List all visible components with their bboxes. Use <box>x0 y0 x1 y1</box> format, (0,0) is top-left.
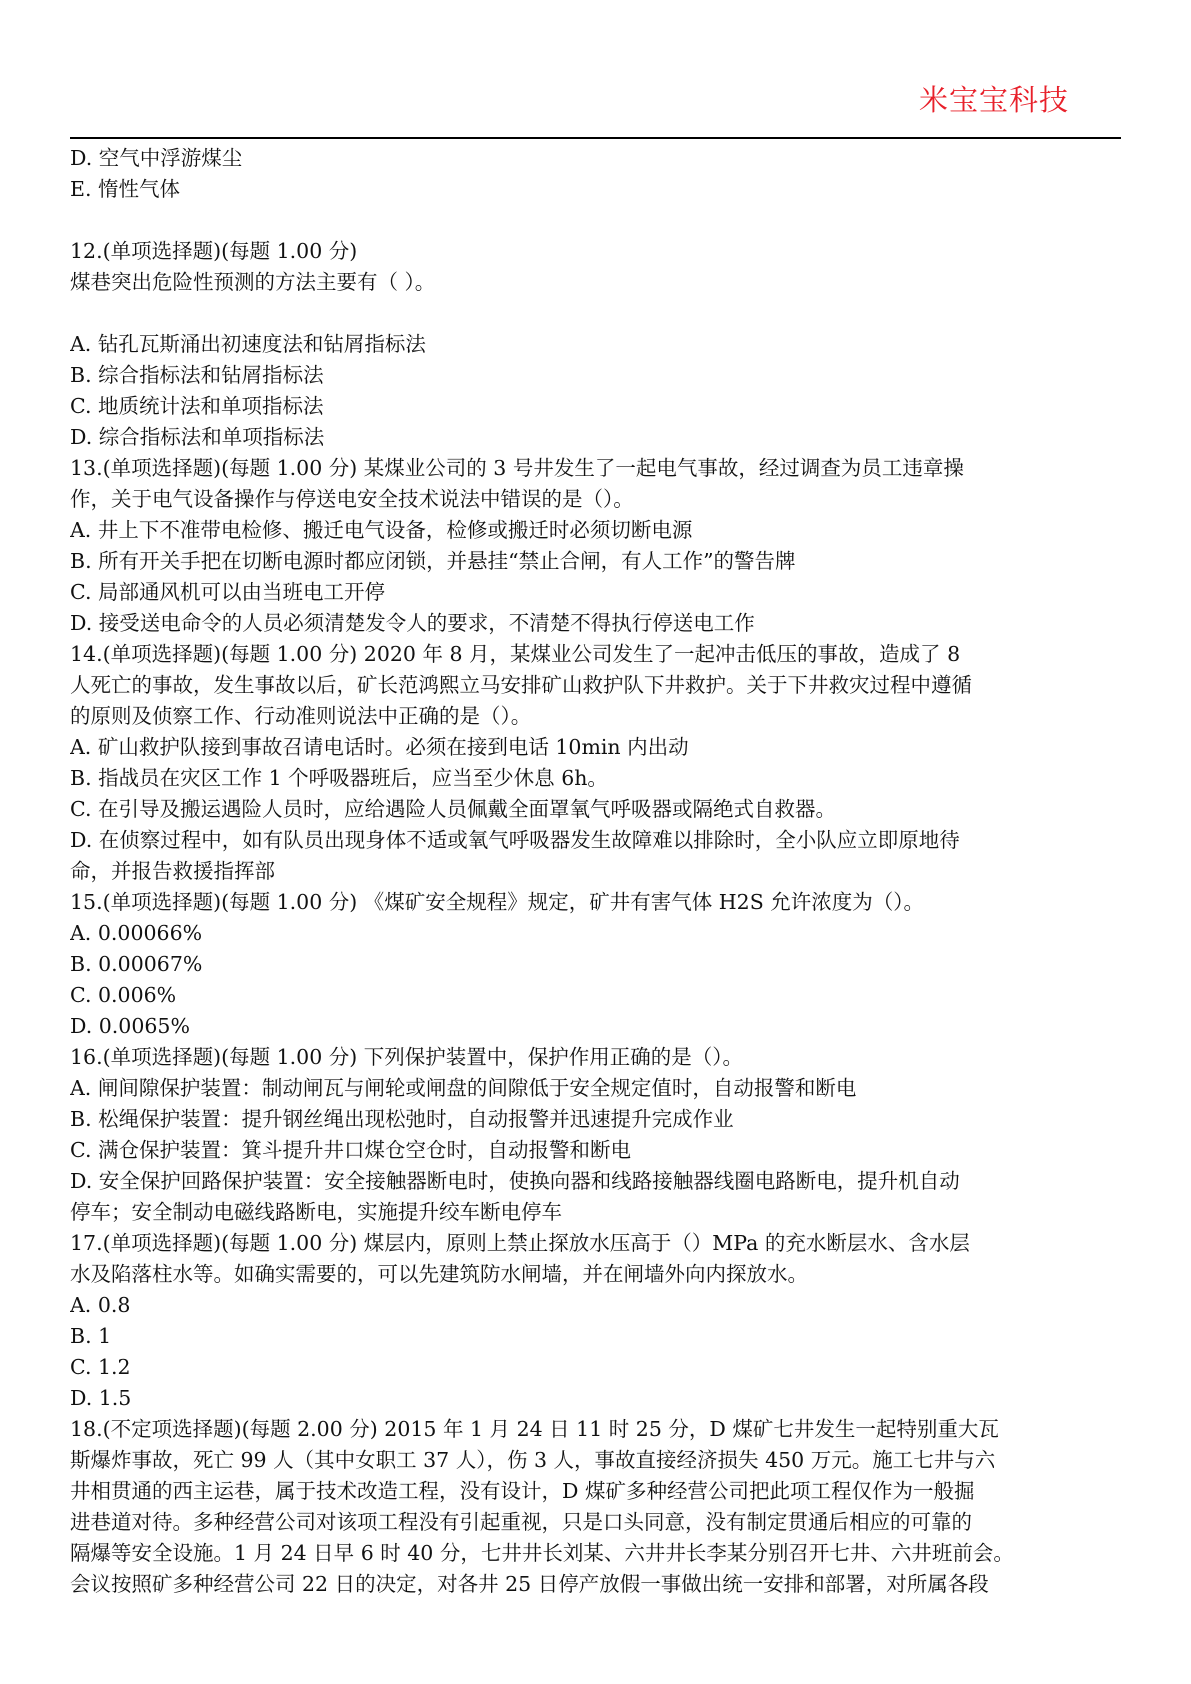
question-17 <box>70 1228 1121 1414</box>
option-d: D. 安全保护回路保护装置：安全接触器断电时，使换向器和线路接触器线圈电路断电，提升机自动 <box>70 1169 960 1193</box>
option-c: C. 0.006% <box>70 983 177 1007</box>
question-text-line: 16.(单项选择题)(每题 1.00 分) 下列保护装置中，保护作用正确的是（）。 <box>70 1045 744 1069</box>
option-a: A. 矿山救护队接到事故召请电话时。必须在接到电话 10min 内出动 <box>70 735 689 759</box>
spacer <box>70 205 1121 236</box>
option-a: A. 井上下不准带电检修、搬迁电气设备，检修或搬迁时必须切断电源 <box>70 518 693 542</box>
option-b: B. 综合指标法和钻屑指标法 <box>70 363 324 387</box>
option-d: D. 接受送电命令的人员必须清楚发令人的要求，不清楚不得执行停送电工作 <box>70 611 755 635</box>
question-text-line: 进巷道对待。多种经营公司对该项工程没有引起重视，只是口头同意，没有制定贯通后相应的可靠的 <box>70 1510 972 1534</box>
option-b: B. 松绳保护装置：提升钢丝绳出现松弛时，自动报警并迅速提升完成作业 <box>70 1107 734 1131</box>
question-text-line: 13.(单项选择题)(每题 1.00 分) 某煤业公司的 3 号井发生了一起电气事故，经过调查为员工违章操 <box>70 456 964 480</box>
question-text-line: 会议按照矿多种经营公司 22 日的决定，对各井 25 日停产放假一事做出统一安排和部署，对所属各段 <box>70 1572 989 1596</box>
question-14 <box>70 639 1121 887</box>
question-text-line: 水及陷落柱水等。如确实需要的，可以先建筑防水闸墙，并在闸墙外向内探放水。 <box>70 1262 808 1286</box>
question-15 <box>70 887 1121 1042</box>
question-text-line: 人死亡的事故，发生事故以后，矿长范鸿熙立马安排矿山救护队下井救护。关于下井救灾过程中遵循 <box>70 673 972 697</box>
option-a: A. 0.00066% <box>70 921 203 945</box>
option-d: D. 1.5 <box>70 1386 132 1410</box>
option-c: C. 在引导及搬运遇险人员时，应给遇险人员佩戴全面罩氧气呼吸器或隔绝式自救器。 <box>70 797 836 821</box>
question-13 <box>70 453 1121 639</box>
option-e: E. 惰性气体 <box>70 177 180 201</box>
previous-question-options <box>70 143 1121 205</box>
question-text-line: 18.(不定项选择题)(每题 2.00 分) 2015 年 1 月 24 日 11 时 25 分，D 煤矿七井发生一起特别重大瓦 <box>70 1417 999 1441</box>
option-b: B. 所有开关手把在切断电源时都应闭锁，并悬挂“禁止合闸，有人工作”的警告牌 <box>70 549 796 573</box>
question-text-line: 井相贯通的西主运巷，属于技术改造工程，没有设计，D 煤矿多种经营公司把此项工程仅作为一般掘 <box>70 1479 975 1503</box>
question-text-line: 的原则及侦察工作、行动准则说法中正确的是（）。 <box>70 704 532 728</box>
question-stem: 煤巷突出危险性预测的方法主要有（ ）。 <box>70 270 436 294</box>
question-text-line: 15.(单项选择题)(每题 1.00 分) 《煤矿安全规程》规定，矿井有害气体 H2S 允许浓度为（）。 <box>70 890 925 914</box>
option-c: C. 局部通风机可以由当班电工开停 <box>70 580 385 604</box>
header-divider <box>70 137 1121 139</box>
option-c: C. 满仓保护装置：箕斗提升井口煤仓空仓时，自动报警和断电 <box>70 1138 631 1162</box>
option-d: D. 综合指标法和单项指标法 <box>70 425 325 449</box>
option-c: C. 地质统计法和单项指标法 <box>70 394 324 418</box>
spacer <box>70 298 1121 329</box>
question-header: 12.(单项选择题)(每题 1.00 分) <box>70 239 358 263</box>
option-c: C. 1.2 <box>70 1355 131 1379</box>
option-d: D. 0.0065% <box>70 1014 190 1038</box>
question-text-line: 14.(单项选择题)(每题 1.00 分) 2020 年 8 月，某煤业公司发生了一起冲击低压的事故，造成了 8 <box>70 642 961 666</box>
question-text-line: 17.(单项选择题)(每题 1.00 分) 煤层内，原则上禁止探放水压高于（）MPa 的充水断层水、含水层 <box>70 1231 970 1255</box>
question-16 <box>70 1042 1121 1228</box>
option-d: D. 空气中浮游煤尘 <box>70 146 243 170</box>
question-text-line: 斯爆炸事故，死亡 99 人（其中女职工 37 人），伤 3 人，事故直接经济损失 450 万元。施工七井与六 <box>70 1448 996 1472</box>
header-brand: 米宝宝科技 <box>918 83 1069 117</box>
option-b: B. 1 <box>70 1324 112 1348</box>
document-body <box>70 143 1121 1600</box>
option-a: A. 0.8 <box>70 1293 131 1317</box>
option-d-continued: 停车；安全制动电磁线路断电，实施提升绞车断电停车 <box>70 1200 562 1224</box>
question-18 <box>70 1414 1121 1600</box>
option-b: B. 0.00067% <box>70 952 203 976</box>
option-a: A. 钻孔瓦斯涌出初速度法和钻屑指标法 <box>70 332 426 356</box>
question-text-line: 作，关于电气设备操作与停送电安全技术说法中错误的是（）。 <box>70 487 634 511</box>
option-d: D. 在侦察过程中，如有队员出现身体不适或氧气呼吸器发生故障难以排除时，全小队应立即原地待 <box>70 828 960 852</box>
option-b: B. 指战员在灾区工作 1 个呼吸器班后，应当至少休息 6h。 <box>70 766 608 790</box>
option-a: A. 闸间隙保护装置：制动闸瓦与闸轮或闸盘的间隙低于安全规定值时，自动报警和断电 <box>70 1076 857 1100</box>
question-text-line: 隔爆等安全设施。1 月 24 日早 6 时 40 分，七井井长刘某、六井井长李某分别召开七井、六井班前会。 <box>70 1541 1014 1565</box>
option-d-continued: 命，并报告救援指挥部 <box>70 859 275 883</box>
question-12 <box>70 236 1121 453</box>
